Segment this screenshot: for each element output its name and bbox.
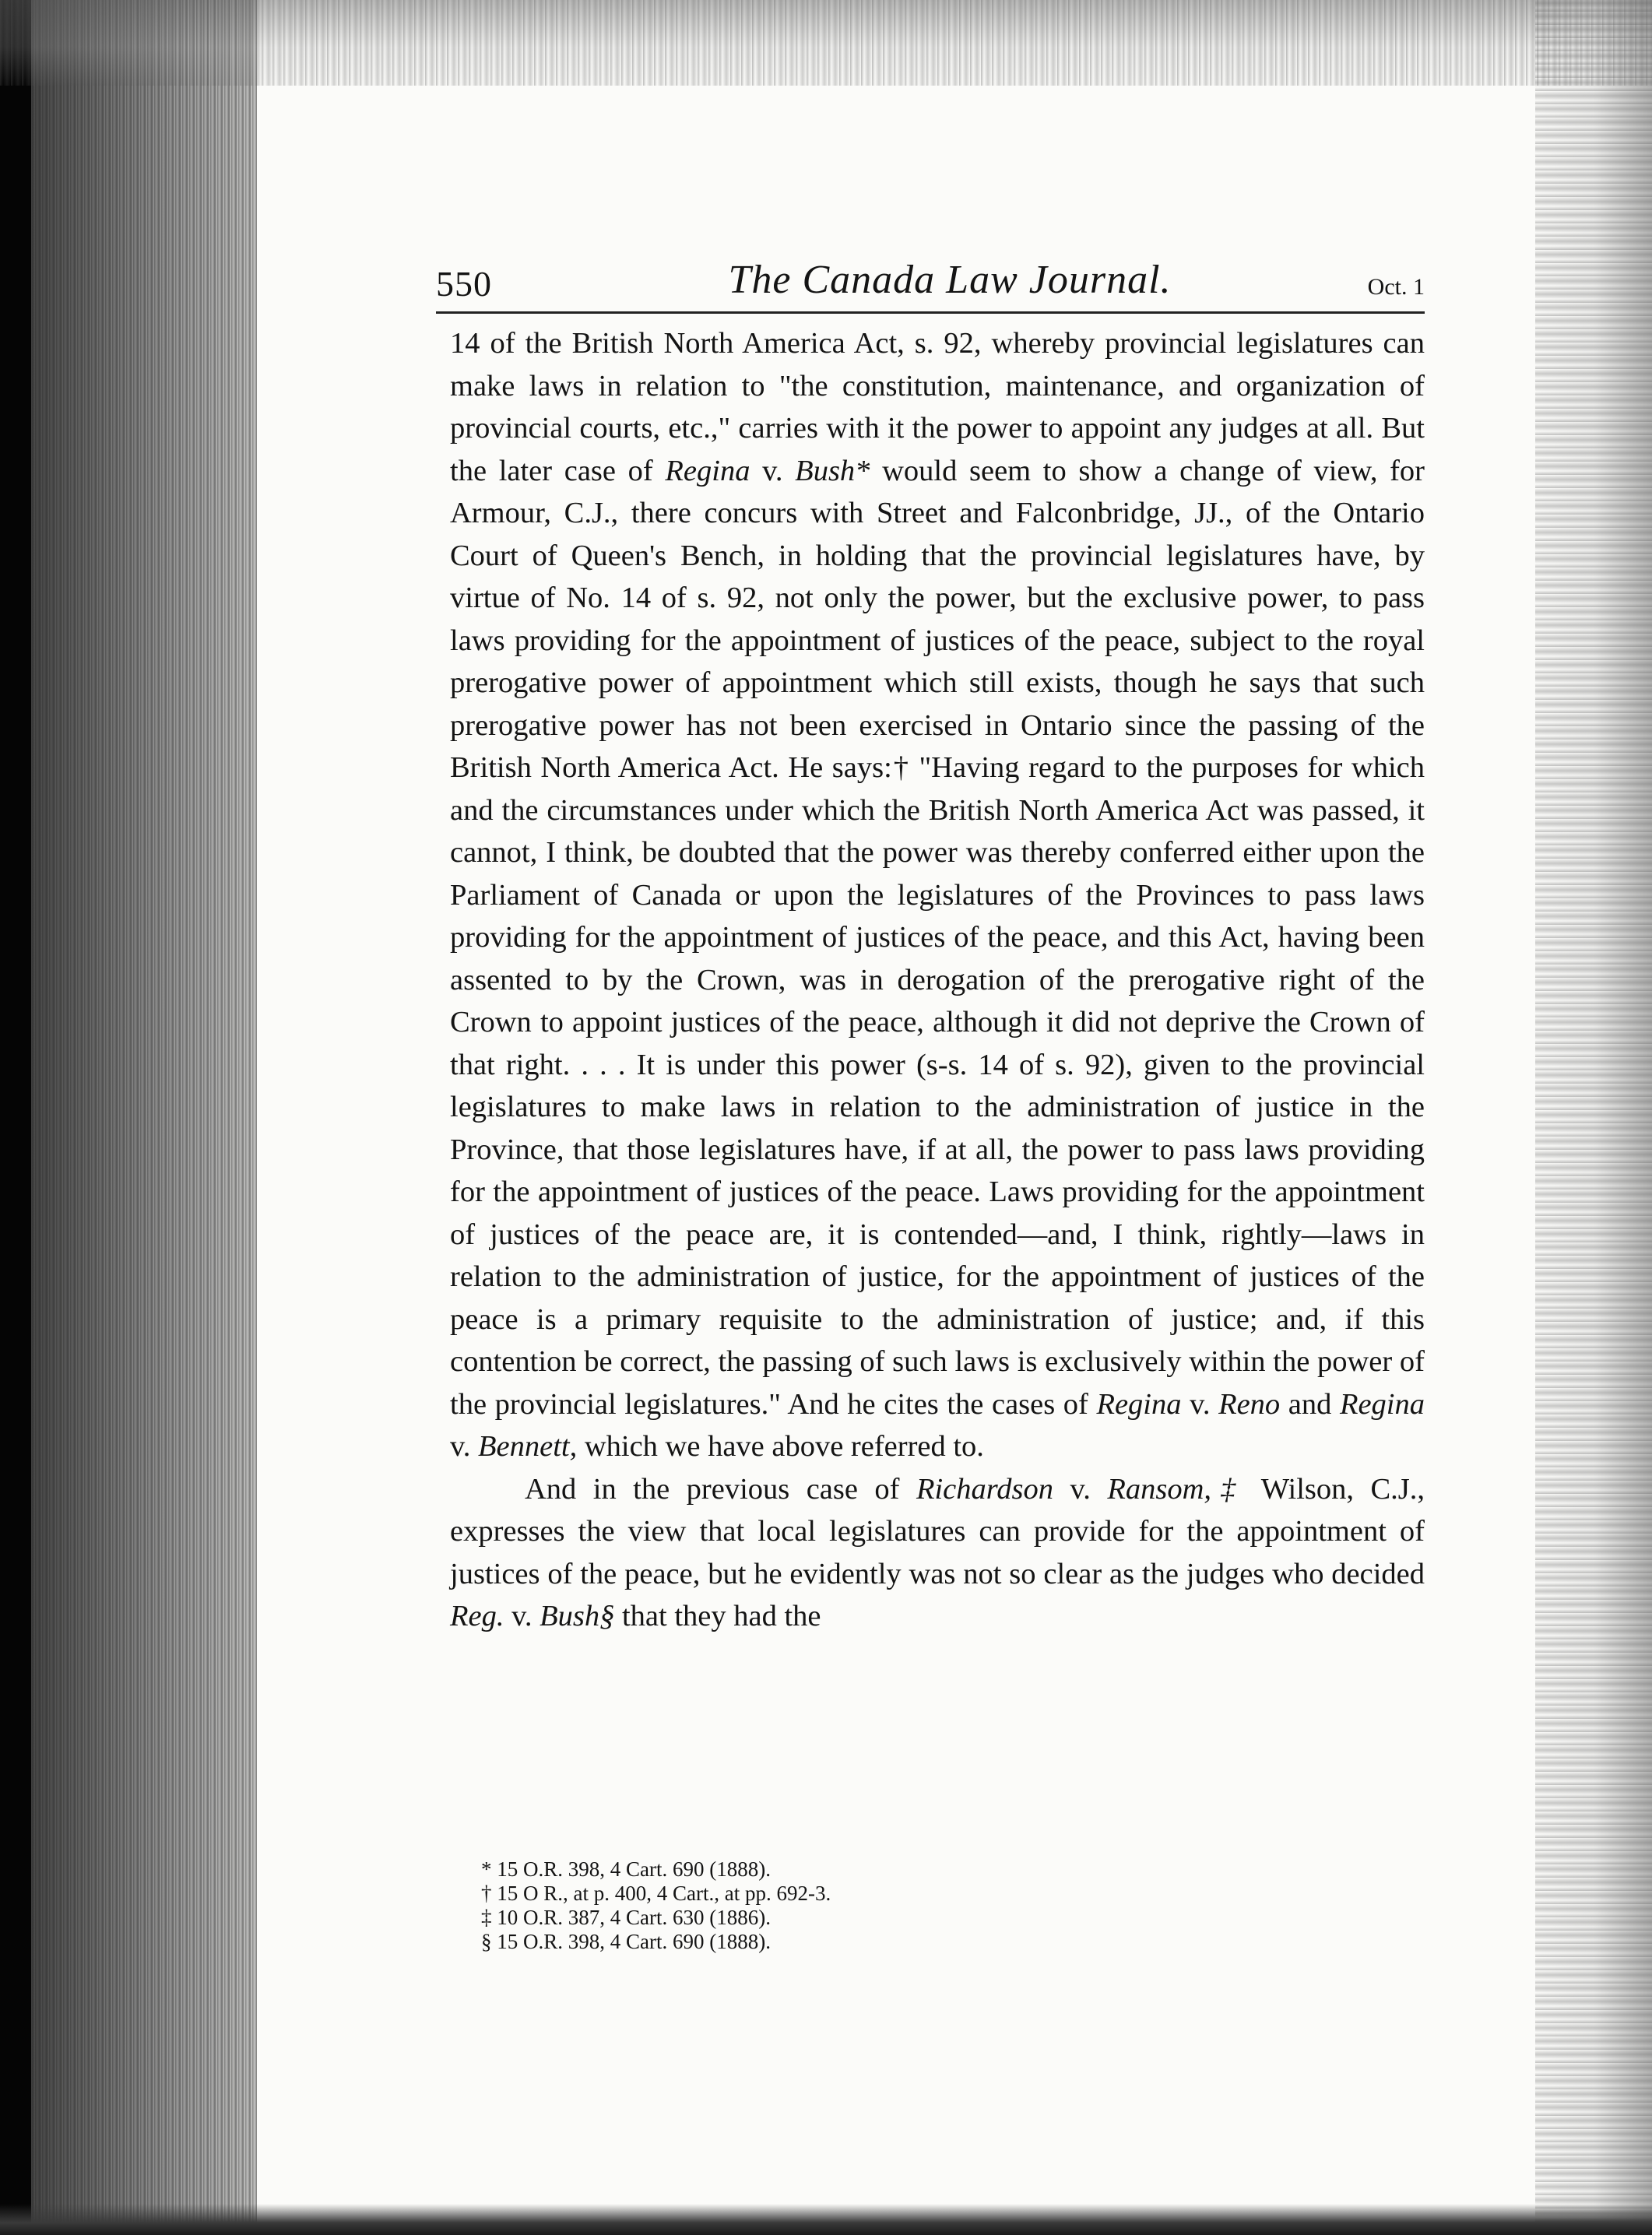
p1-case3-party-b: Bennett, — [478, 1430, 578, 1463]
footnote: * 15 O.R. 398, 4 Cart. 690 (1888). — [481, 1857, 771, 1881]
top-scan-edge — [0, 0, 1652, 86]
p1-text-2: would seem to show a change of view, for Armour, C.J., there concurs with Street and Falconbridge, JJ., of the Ontario Court of Queen's Bench, in holding that the provincial legislatures have, by virtue of No. 14 of s. 92, not only the power, but the exclusive power, to pass laws providing for the appointment of justices of the peace, subject to the royal prerogative power of appointment which still exists, though he says that such prerogative power has not been exercised in Ontario since the passing of the British North America Act. He says:† "Having regard to the purposes for which and the circumstances under which the British North America Act was passed, it cannot, I think, be doubted that the power was thereby conferred either upon the Parliament of Canada or upon the legislatures of the Provinces to pass laws providing for the appointment of justices of the peace, and this Act, having been assented to by the Crown, was in derogation of the prerogative right of the Crown to appoint justices of the peace, although it did not deprive the Crown of that right. . . . It is under this power (s-s. 14 of s. 92), given to the provincial legislatures to make laws in relation to the administration of justice in the Province, that those legislatures have, if at all, the power to pass laws providing for the appointment of justices of the peace. Laws providing for the appointment of justices of the peace are, it is contended—and, I think, rightly—laws in relation to the administration of justice, for the appointment of justices of the peace is a primary requisite to the administration of justice; and, if this contention be correct, the passing of such laws is exclusively within the power of the provincial legislatures." And he cites the cases of — [450, 454, 1425, 1421]
p2-case2-party-a: Reg. — [450, 1600, 504, 1632]
p1-case1-party-a: Regina — [665, 454, 750, 487]
p1-case2-party-a: Regina — [1096, 1387, 1182, 1421]
p1-and: and — [1280, 1387, 1340, 1421]
p2-text-1: And in the previous case of — [525, 1472, 916, 1506]
footnote: † 15 O R., at p. 400, 4 Cart., at pp. 692-3. — [481, 1882, 831, 1905]
p2-case1-party-a: Richardson — [916, 1472, 1054, 1506]
p1-text-1: 14 of the British North America Act, s. 92, whereby provincial legislatures can make laws in relation to "the constitution, maintenance, and organization of provincial courts, etc.," carries with it the power to appoint any judges at all. But the later case of — [450, 327, 1425, 487]
page-number: 550 — [436, 264, 492, 304]
body-text — [450, 322, 1425, 1638]
p2-case2-party-b: Bush§ — [540, 1600, 615, 1632]
footnote: § 15 O.R. 398, 4 Cart. 690 (1888). — [481, 1930, 771, 1953]
p1-case3-party-a: Regina — [1339, 1387, 1425, 1421]
p1-case2-party-b: Reno — [1218, 1387, 1281, 1421]
gutter-edge — [0, 0, 31, 2235]
p2-case1-party-b: Ransom,‡ — [1107, 1472, 1245, 1506]
p1-v3: v. — [450, 1430, 478, 1463]
footnote: ‡ 10 O.R. 387, 4 Cart. 630 (1886). — [481, 1906, 771, 1929]
book-gutter-shadow — [0, 0, 257, 2235]
paragraph-1 — [450, 322, 1425, 1468]
page-header — [436, 257, 1425, 311]
bottom-scan-edge — [0, 2204, 1652, 2235]
right-scan-edge — [1535, 0, 1652, 2235]
p1-text-3: which we have above referred to. — [577, 1430, 984, 1463]
date-mark: Oct. 1 — [1367, 274, 1425, 300]
p2-v1: v. — [1053, 1472, 1108, 1506]
p1-v2: v. — [1181, 1387, 1219, 1421]
p1-case1-party-b: Bush* — [795, 454, 870, 487]
paragraph-2 — [450, 1468, 1425, 1638]
header-rule — [436, 311, 1425, 314]
footnotes — [481, 1857, 1260, 1954]
p2-text-2: Wilson, C.J., expresses the view that local legislatures can provide for the appointment of justices of the peace, but he evidently was not so clear as the judges who decided — [450, 1472, 1425, 1590]
p1-v1: v. — [750, 454, 796, 487]
running-title: The Canada Law Journal. — [728, 258, 1172, 302]
p2-v2: v. — [504, 1600, 540, 1632]
p2-text-3: that they had the — [614, 1600, 821, 1632]
